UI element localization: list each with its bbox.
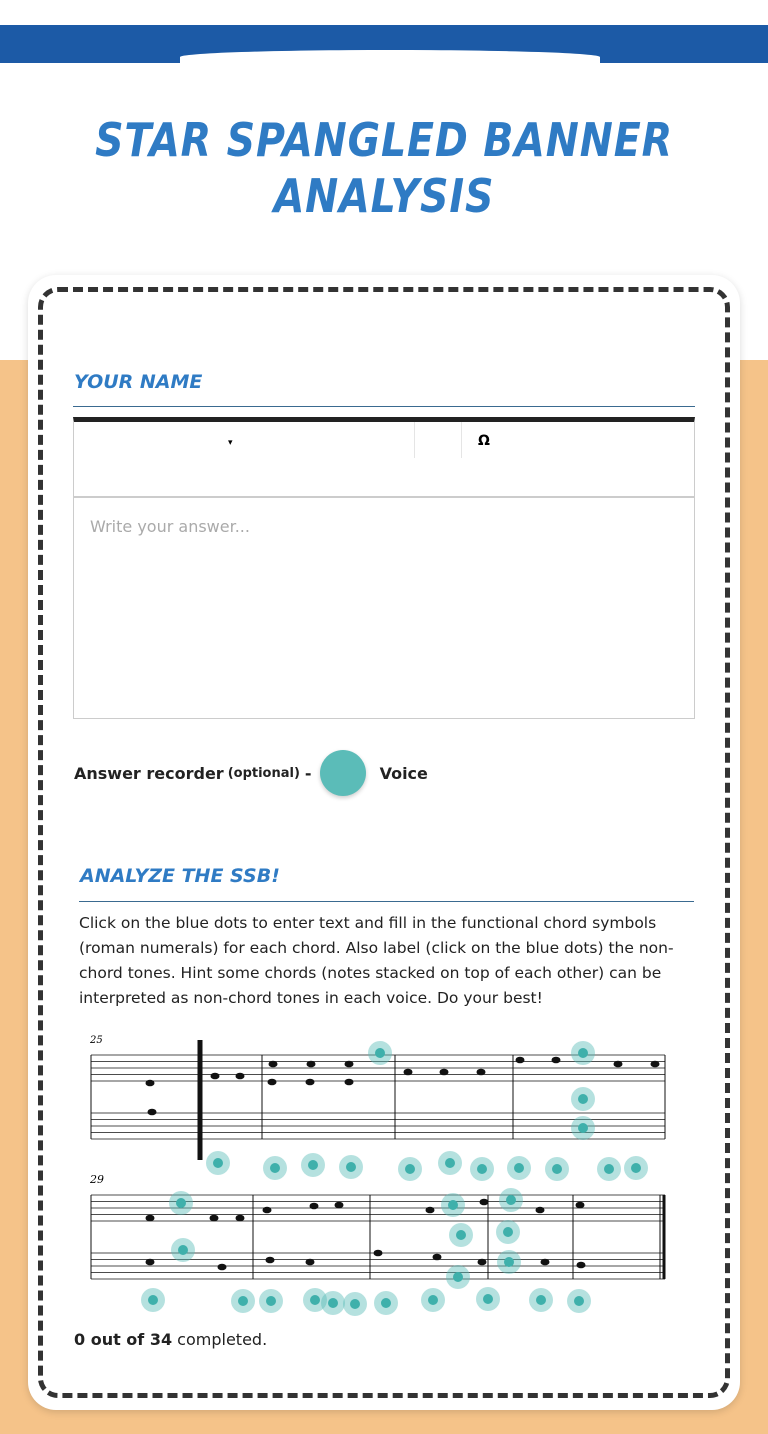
analysis-dot[interactable] — [470, 1157, 494, 1181]
analysis-dot[interactable] — [398, 1157, 422, 1181]
analysis-dot[interactable] — [571, 1087, 595, 1111]
note-head — [577, 1262, 586, 1269]
note-head — [310, 1203, 319, 1210]
note-head — [536, 1207, 545, 1214]
note-head — [146, 1080, 155, 1087]
analysis-dot[interactable] — [441, 1193, 465, 1217]
note-head — [263, 1207, 272, 1214]
analysis-dot[interactable] — [259, 1289, 283, 1313]
answer-placeholder[interactable]: Write your answer... — [90, 517, 250, 536]
analysis-dot[interactable] — [374, 1291, 398, 1315]
note-head — [552, 1057, 561, 1064]
analysis-dot[interactable] — [321, 1291, 345, 1315]
note-head — [440, 1069, 449, 1076]
note-head — [614, 1061, 623, 1068]
note-head — [306, 1259, 315, 1266]
note-head — [236, 1215, 245, 1222]
note-head — [433, 1254, 442, 1261]
analysis-dot[interactable] — [343, 1292, 367, 1316]
progress-count: 0 out of 34 — [74, 1330, 173, 1349]
analysis-dot[interactable] — [571, 1041, 595, 1065]
note-head — [269, 1061, 278, 1068]
name-heading: YOUR NAME — [74, 371, 203, 393]
note-head — [148, 1109, 157, 1116]
note-head — [404, 1069, 413, 1076]
analysis-dot[interactable] — [231, 1289, 255, 1313]
note-head — [210, 1215, 219, 1222]
analysis-dot[interactable] — [476, 1287, 500, 1311]
note-head — [335, 1202, 344, 1209]
note-head — [426, 1207, 435, 1214]
note-head — [268, 1079, 277, 1086]
analysis-dot[interactable] — [438, 1151, 462, 1175]
measure-number: 29 — [90, 1173, 104, 1186]
analysis-dot[interactable] — [141, 1288, 165, 1312]
special-character-button[interactable]: Ω — [478, 433, 490, 449]
voice-label: Voice — [379, 763, 428, 783]
recorder-optional: (optional) — [227, 765, 300, 781]
recorder-label: Answer recorder — [74, 763, 224, 783]
note-head — [477, 1069, 486, 1076]
note-head — [345, 1079, 354, 1086]
measure-number: 25 — [90, 1035, 103, 1046]
note-head — [146, 1215, 155, 1222]
analysis-dot[interactable] — [507, 1156, 531, 1180]
analyze-heading: ANALYZE THE SSB! — [80, 865, 280, 887]
analysis-dot[interactable] — [206, 1151, 230, 1175]
note-head — [478, 1259, 487, 1266]
note-head — [345, 1061, 354, 1068]
note-head — [516, 1057, 525, 1064]
analysis-dot[interactable] — [263, 1156, 287, 1180]
analysis-dot[interactable] — [368, 1041, 392, 1065]
note-head — [266, 1257, 275, 1264]
analysis-dot[interactable] — [171, 1238, 195, 1262]
analysis-dot[interactable] — [529, 1288, 553, 1312]
analysis-dot[interactable] — [421, 1288, 445, 1312]
note-head — [651, 1061, 660, 1068]
note-head — [480, 1199, 489, 1206]
page-title: STAR SPANGLED BANNER ANALYSIS — [95, 113, 673, 223]
analysis-dot[interactable] — [446, 1265, 470, 1289]
analysis-dot[interactable] — [545, 1157, 569, 1181]
note-head — [576, 1202, 585, 1209]
note-head — [236, 1073, 245, 1080]
analysis-dot[interactable] — [571, 1116, 595, 1140]
analysis-dot[interactable] — [169, 1191, 193, 1215]
analysis-dot[interactable] — [567, 1289, 591, 1313]
analysis-dot[interactable] — [597, 1157, 621, 1181]
analysis-dot[interactable] — [624, 1156, 648, 1180]
note-head — [218, 1264, 227, 1271]
note-head — [211, 1073, 220, 1080]
progress-suffix: completed. — [172, 1330, 268, 1349]
analysis-dot[interactable] — [499, 1188, 523, 1212]
note-head — [307, 1061, 316, 1068]
instructions: Click on the blue dots to enter text and fill in the functional chord symbols (roman numerals) for each chord. Also label (click on the blue dots) the non-chord tones. Hint some chords (notes stacked on top of each other) can be interpreted as non-chord tones in each voice. Do your best! — [79, 914, 674, 1007]
format-dropdown[interactable]: ▾ — [228, 438, 233, 448]
note-head — [146, 1259, 155, 1266]
analysis-dot[interactable] — [496, 1220, 520, 1244]
analysis-dot[interactable] — [449, 1223, 473, 1247]
note-head — [306, 1079, 315, 1086]
recorder-dash: - — [304, 763, 312, 783]
analysis-dot[interactable] — [301, 1153, 325, 1177]
analysis-dot[interactable] — [497, 1250, 521, 1274]
note-head — [374, 1250, 383, 1257]
analysis-dot[interactable] — [339, 1155, 363, 1179]
note-head — [541, 1259, 550, 1266]
